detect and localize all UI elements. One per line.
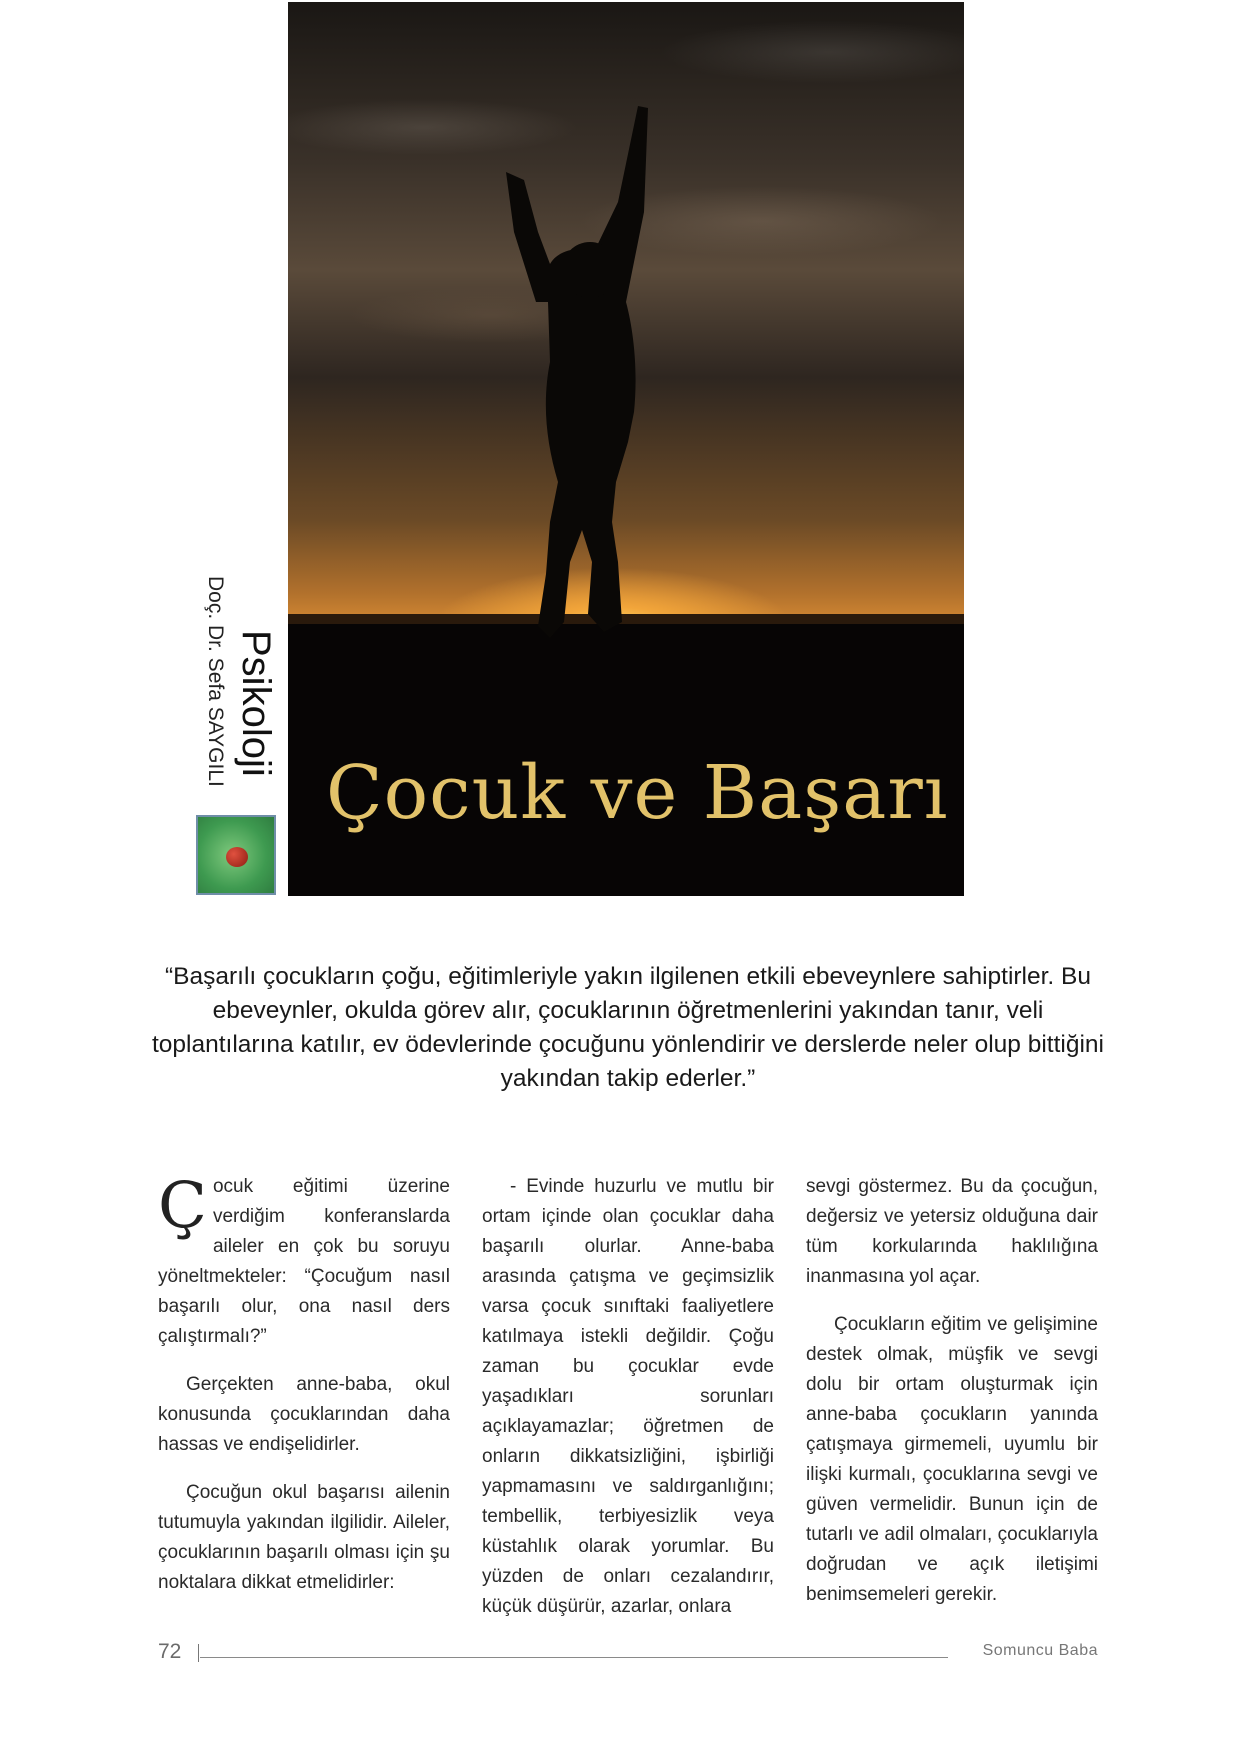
article-paragraph: sevgi göstermez. Bu da çocuğun, değersiz ve yetersiz olduğuna dair tüm korkularında haklılığına inanmasına yol açar. xyxy=(806,1176,1098,1287)
section-thumbnail xyxy=(196,815,276,895)
page-number: 72 xyxy=(158,1640,182,1663)
article-paragraph: Gerçekten anne-baba, okul konusunda çocuklarından daha hassas ve endişelidirler. xyxy=(158,1374,450,1455)
magazine-name: Somuncu Baba xyxy=(982,1642,1098,1659)
page-footer xyxy=(158,1640,1098,1664)
article-paragraph: - Evinde huzurlu ve mutlu bir ortam içinde olan çocuklar daha başarılı olurlar. Anne-baba arasında çatışma ve geçimsizlik varsa çocuk sınıftaki faaliyetlere katılmaya istekli değildir. Çoğu zaman bu çocuklar evde yaşadıkları sorunları açıklayamazlar; öğretmen de onların dikkatsizliğini, işbirliği yapmamasını ve saldırganlığını; tembellik, terbiyesizlik veya küstahlık olarak yorumlar. Bu yüzden de onları cezalandırır, küçük düşürür, azarlar, onlara xyxy=(482,1176,774,1617)
article-paragraph: Çocuk eğitimi üzerine verdiğim konferanslarda aileler en çok bu soruyu yöneltmekteler: “Çocuğum nasıl başarılı olur, ona nasıl ders çalıştırmalı?” xyxy=(158,1169,450,1347)
article-paragraph: Çocuğun okul başarısı ailenin tutumuyla yakından ilgilidir. Aileler, çocuklarının başarılı olması için şu noktalara dikkat etmelidirler: xyxy=(158,1482,450,1593)
drop-cap: Ç xyxy=(158,1169,207,1243)
author-name: Doç. Dr. Sefa SAYGILI xyxy=(204,576,227,787)
article-column-2 xyxy=(482,1172,774,1640)
hero-image xyxy=(288,2,964,896)
footer-divider xyxy=(198,1644,199,1662)
ladybug-icon xyxy=(226,847,248,867)
article-column-1 xyxy=(158,1169,450,1616)
article-paragraph: Çocukların eğitim ve gelişimine destek olmak, müşfik ve sevgi dolu bir ortam oluşturmak için anne-baba çocukların yanında çatışmaya girmemeli, uyumlu bir ilişki kurmalı, çocuklarına sevgi ve güven vermelidir. Bunun için de tutarlı ve adil olmaları, çocuklarıyla doğrudan ve açık iletişimi benimsemeleri gerekir. xyxy=(806,1314,1098,1605)
pull-quote: “Başarılı çocukların çoğu, eğitimleriyle yakın ilgilenen etkili ebeveynlere sahiptirler. Bu ebeveynler, okulda görev alır, çocuklarının öğretmenlerini yakından tanır, veli toplantılarına katılır, ev ödevlerinde çocuğunu yönlendirir ve derslerde neler olup bittiğini yakından takip ederler.” xyxy=(152,963,1104,1092)
footer-line xyxy=(200,1657,948,1658)
article-column-3 xyxy=(806,1172,1098,1628)
article-title: Çocuk ve Başarı xyxy=(326,750,949,836)
section-label: Psikoloji xyxy=(234,630,278,777)
